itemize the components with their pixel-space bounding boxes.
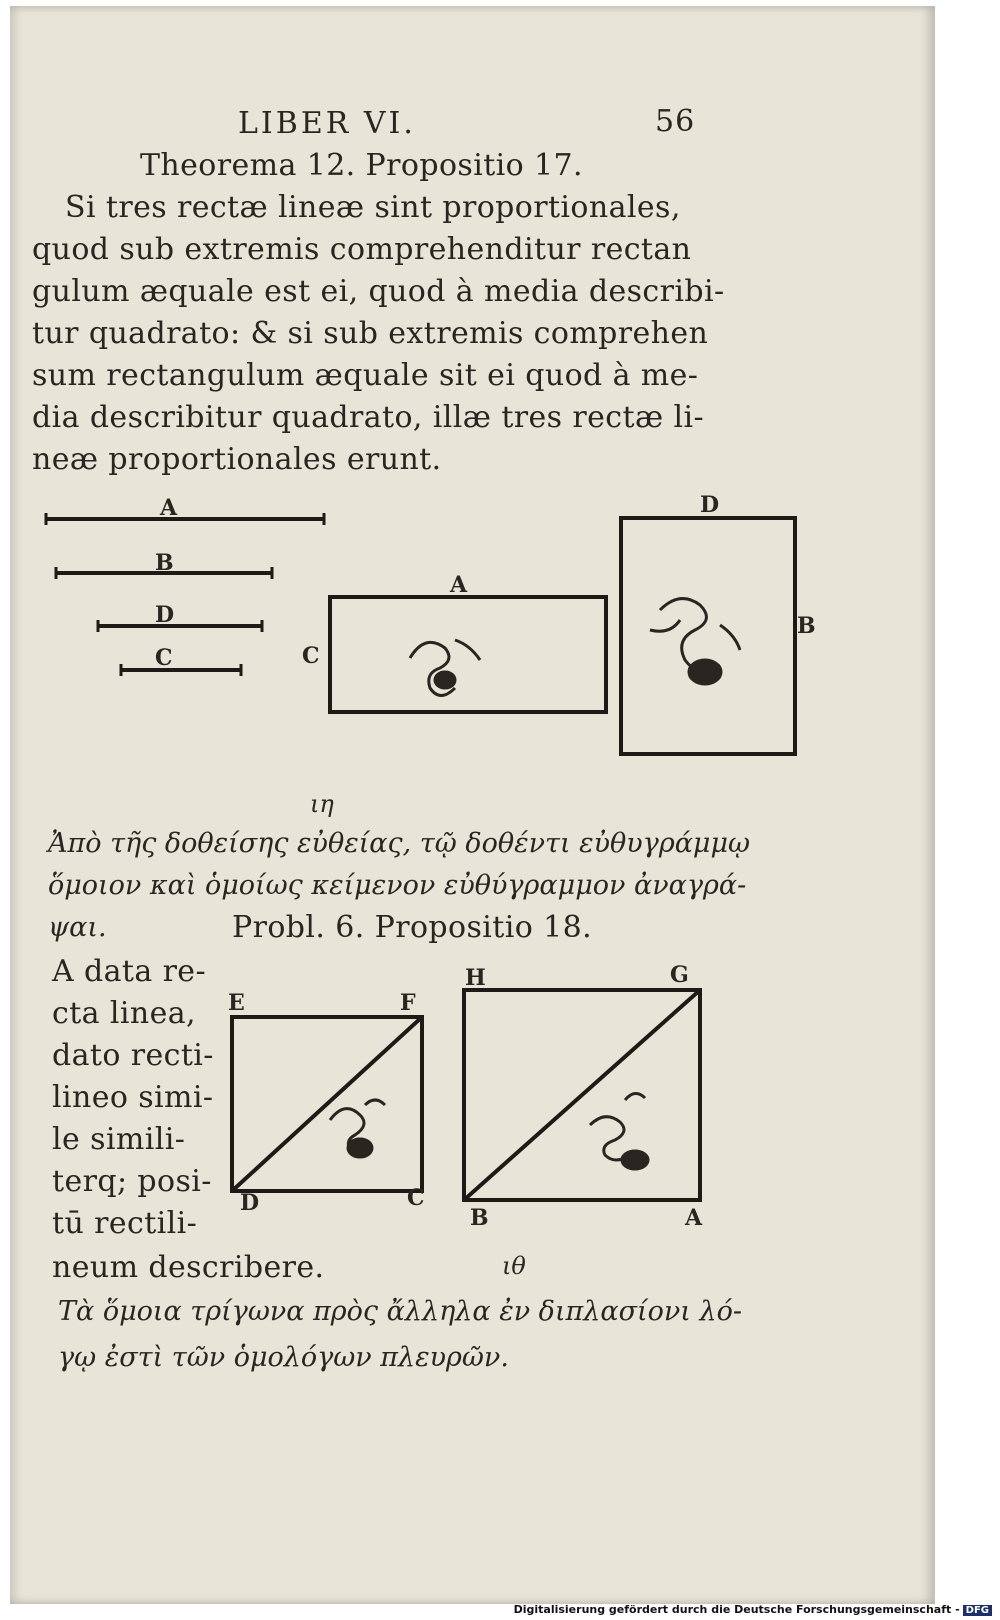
label-a-rect: A	[450, 572, 468, 598]
label-c-line: C	[155, 645, 173, 671]
label-c: C	[407, 1185, 425, 1211]
credit-text: Digitalisierung gefördert durch die Deutsche Forschungsgemeinschaft -	[513, 1603, 960, 1616]
diagonal-bg	[464, 990, 700, 1200]
label-a: A	[685, 1205, 703, 1231]
ornament-icon	[590, 1093, 648, 1169]
prop18-heading: Probl. 6. Propositio 18.	[232, 910, 593, 945]
prop17-line-3: gulum æquale est ei, quod à media describi-	[32, 274, 725, 309]
prop18-line-5: le simili-	[52, 1122, 186, 1157]
prop18-line-7: tū rectili-	[52, 1206, 198, 1241]
prop18-line-8: neum describere.	[52, 1250, 325, 1285]
ornament-icon	[410, 640, 480, 696]
prop17-line-4: tur quadrato: & si sub extremis comprehen	[32, 316, 709, 351]
greek2-number: ιθ	[502, 1252, 526, 1280]
label-d-square: D	[700, 492, 720, 518]
prop17-line-5: sum rectangulum æquale sit ei quod à me-	[32, 358, 699, 393]
greek1-line-2: ὅμοιον καὶ ὁμοίως κείμενον εὐθύγραμμον ἀναγρά-	[48, 870, 747, 901]
label-d: D	[240, 1190, 260, 1216]
ornament-icon	[650, 599, 740, 684]
prop17-line-1: Si tres rectæ lineæ sint proportionales,	[65, 190, 681, 225]
rectangle-ac	[330, 597, 606, 712]
square-b	[621, 518, 795, 754]
prop18-line-3: dato recti-	[52, 1038, 214, 1073]
label-d-line: D	[155, 602, 175, 628]
greek2-line-1: Τὰ ὅμοια τρίγωνα πρὸς ἄλληλα ἐν διπλασίονι λό-	[58, 1296, 742, 1327]
prop17-heading: Theorema 12. Propositio 17.	[140, 148, 583, 183]
greek1-number: ιη	[310, 790, 334, 818]
label-g: G	[670, 962, 689, 988]
running-title: LIBER VI.	[238, 106, 416, 141]
label-h: H	[465, 965, 486, 991]
label-b-line: B	[155, 550, 174, 576]
diagonal-df	[232, 1017, 422, 1191]
greek1-line-1: Ἀπὸ τῆς δοθείσης εὐθείας, τῷ δοθέντι εὐθυγράμμῳ	[48, 828, 751, 859]
greek2-line-2: γῳ ἐστὶ τῶν ὁμολόγων πλευρῶν.	[58, 1342, 509, 1373]
prop18-line-2: cta linea,	[52, 996, 196, 1031]
label-a-line: A	[160, 495, 178, 521]
label-f: F	[400, 990, 416, 1016]
ornament-icon	[330, 1100, 385, 1157]
label-b-square: B	[797, 613, 816, 639]
dfg-logo: DFG	[963, 1605, 992, 1616]
prop18-line-6: terq; posi-	[52, 1164, 212, 1199]
label-e: E	[228, 990, 245, 1016]
prop18-line-4: lineo simi-	[52, 1080, 214, 1115]
label-b: B	[470, 1205, 489, 1231]
label-c-rect: C	[302, 643, 320, 669]
prop17-line-7: neæ proportionales erunt.	[32, 442, 442, 477]
page-number: 56	[655, 104, 696, 139]
prop17-line-2: quod sub extremis comprehenditur rectan	[32, 232, 692, 267]
prop17-line-6: dia describitur quadrato, illæ tres rectæ li-	[32, 400, 705, 435]
greek1-line-3: ψαι.	[48, 912, 107, 943]
prop18-line-1: A data re-	[52, 954, 206, 989]
digitization-credit	[514, 1603, 992, 1616]
